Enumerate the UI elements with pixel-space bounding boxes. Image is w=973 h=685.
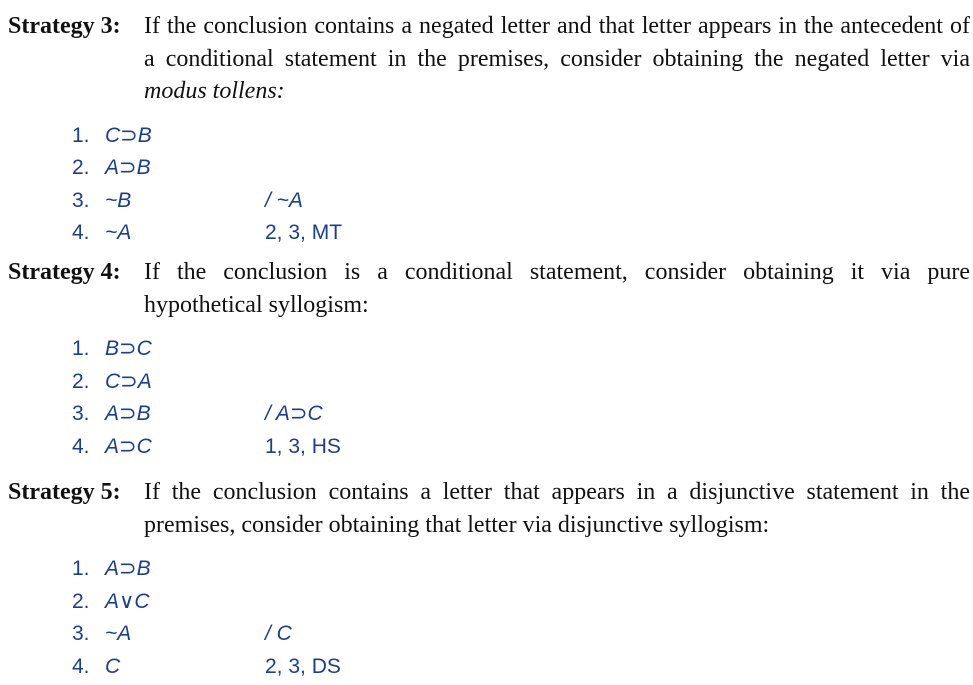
line-number: 1. (72, 123, 90, 147)
proof-line (72, 366, 970, 399)
justification: 1, 3, HS (265, 434, 341, 458)
proof-block (72, 553, 970, 683)
line-number: 4. (72, 221, 90, 244)
strategy-4 (8, 256, 970, 463)
strategy-text: If the conclusion contains a letter that appears in a disjunctive statement in the premises, consider obtaining that letter via disjunctive syllogism: (144, 479, 970, 538)
line-number: 2. (72, 156, 90, 179)
justification: 2, 3, MT (265, 221, 343, 244)
statement: A⊃B (105, 557, 151, 580)
proof-line (72, 185, 970, 218)
strategy-paragraph (8, 10, 970, 108)
statement: ~B (105, 188, 132, 212)
proof-block (72, 333, 970, 463)
line-number: 4. (72, 654, 90, 678)
proof-line (72, 431, 970, 464)
statement: A⊃B (105, 402, 151, 425)
strategy-text: If the conclusion contains a negated letter and that letter appears in the antecedent of a conditional statement in the premises, consider obtaining the negated letter via modus tollens: (144, 13, 970, 104)
line-number: 1. (72, 557, 90, 580)
strategy-label: Strategy 3: (8, 13, 121, 39)
strategy-label: Strategy 5: (8, 479, 121, 505)
line-number: 1. (72, 337, 90, 360)
proof-block (72, 120, 970, 250)
conclusion-marker: / C (265, 622, 292, 645)
conclusion-marker: / A⊃C (265, 402, 323, 425)
proof-line (72, 398, 970, 431)
justification: 2, 3, DS (265, 654, 341, 678)
statement: ~A (105, 622, 132, 645)
strategy-label: Strategy 4: (8, 259, 121, 285)
statement: A⊃B (105, 156, 151, 179)
statement: ~A (105, 221, 132, 244)
statement: A∨C (105, 589, 150, 613)
proof-line (72, 152, 970, 185)
emphasis-text: modus tollens: (144, 78, 285, 104)
line-number: 3. (72, 188, 90, 212)
proof-line (72, 586, 970, 619)
proof-line (72, 651, 970, 684)
statement: C (105, 654, 121, 678)
statement: C⊃B (105, 123, 152, 147)
line-number: 4. (72, 434, 90, 458)
proof-line (72, 333, 970, 366)
line-number: 2. (72, 589, 90, 613)
strategy-paragraph (8, 256, 970, 321)
proof-line (72, 618, 970, 651)
conclusion-marker: / ~A (265, 188, 303, 212)
line-number: 3. (72, 402, 90, 425)
proof-line (72, 553, 970, 586)
statement: B⊃C (105, 337, 152, 360)
line-number: 2. (72, 369, 90, 393)
strategy-text: If the conclusion is a conditional statement, consider obtaining it via pure hypothetical syllogism: (144, 259, 970, 318)
strategy-5 (8, 476, 970, 683)
proof-line (72, 217, 970, 250)
proof-line (72, 120, 970, 153)
statement: A⊃C (105, 434, 152, 458)
strategy-paragraph (8, 476, 970, 541)
statement: C⊃A (105, 369, 152, 393)
line-number: 3. (72, 622, 90, 645)
strategy-3 (8, 10, 970, 250)
